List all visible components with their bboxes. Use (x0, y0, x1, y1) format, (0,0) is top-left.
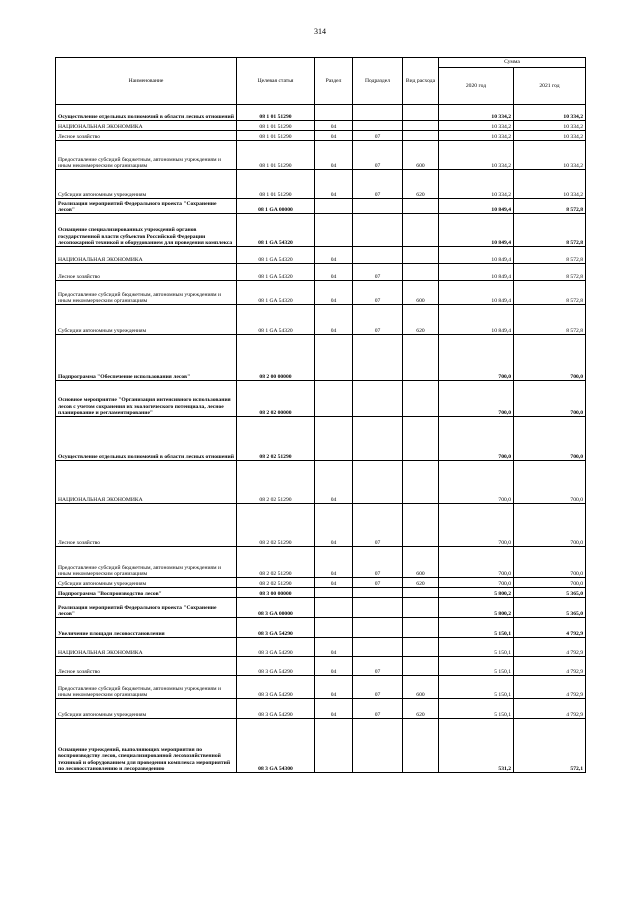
cell-v2021: 700,0 (514, 578, 586, 588)
cell-expense-type (403, 657, 439, 676)
cell-v2020: 10 334,2 (439, 105, 514, 121)
table-row (56, 504, 586, 547)
cell-v2021: 10 334,2 (514, 105, 586, 121)
cell-v2021: 4 792,9 (514, 638, 586, 657)
table-row (56, 547, 586, 578)
table-row (56, 141, 586, 170)
cell-section (315, 214, 353, 247)
cell-name: Увеличение площади лесовосстановления (56, 618, 237, 638)
table-row (56, 131, 586, 141)
table-row (56, 657, 586, 676)
table-row (56, 381, 586, 417)
cell-name: Субсидии автономным учреждениям (56, 578, 237, 588)
cell-section: 04 (315, 699, 353, 719)
cell-name: Лесное хозяйство (56, 264, 237, 281)
table-row (56, 588, 586, 598)
cell-code: 08 1 01 51290 (237, 105, 315, 121)
cell-expense-type: 620 (403, 305, 439, 335)
cell-subsection: 07 (353, 504, 403, 547)
header-expense-type: Вид расхода (403, 58, 439, 105)
table-row (56, 105, 586, 121)
cell-expense-type (403, 381, 439, 417)
table-row (56, 618, 586, 638)
table-row (56, 214, 586, 247)
cell-name: Субсидии автономным учреждениям (56, 305, 237, 335)
cell-expense-type (403, 105, 439, 121)
cell-section (315, 381, 353, 417)
cell-v2021: 700,0 (514, 335, 586, 381)
cell-subsection (353, 105, 403, 121)
cell-name: НАЦИОНАЛЬНАЯ ЭКОНОМИКА (56, 461, 237, 504)
cell-v2020: 700,0 (439, 547, 514, 578)
table-row (56, 264, 586, 281)
cell-v2020: 10 849,4 (439, 281, 514, 305)
cell-v2021: 8 572,8 (514, 305, 586, 335)
cell-expense-type (403, 504, 439, 547)
cell-name: НАЦИОНАЛЬНАЯ ЭКОНОМИКА (56, 121, 237, 131)
cell-code: 08 2 02 51290 (237, 578, 315, 588)
cell-code: 08 3 GA 54290 (237, 638, 315, 657)
cell-code: 08 1 01 51290 (237, 121, 315, 131)
cell-v2020: 10 334,2 (439, 141, 514, 170)
cell-subsection (353, 588, 403, 598)
cell-expense-type (403, 335, 439, 381)
page-number: 314 (314, 27, 326, 36)
cell-v2021: 700,0 (514, 461, 586, 504)
cell-name: Предоставление субсидий бюджетным, автономным учреждениям и иным некоммерческим организациям (56, 547, 237, 578)
cell-section: 04 (315, 657, 353, 676)
table-row (56, 170, 586, 199)
cell-code: 08 1 GA 54320 (237, 281, 315, 305)
table-row (56, 417, 586, 461)
cell-v2021: 700,0 (514, 417, 586, 461)
cell-subsection (353, 461, 403, 504)
cell-code: 08 1 GA 54320 (237, 214, 315, 247)
table-row (56, 676, 586, 699)
cell-v2020: 10 849,4 (439, 264, 514, 281)
cell-section: 04 (315, 504, 353, 547)
cell-section: 04 (315, 676, 353, 699)
cell-code: 08 2 02 51290 (237, 504, 315, 547)
cell-subsection (353, 335, 403, 381)
cell-name: Предоставление субсидий бюджетным, автономным учреждениям и иным некоммерческим организациям (56, 281, 237, 305)
cell-section (315, 618, 353, 638)
header-sum: Сумма (439, 58, 586, 68)
cell-section (315, 417, 353, 461)
cell-code: 08 2 02 51290 (237, 461, 315, 504)
cell-code: 08 1 01 51290 (237, 141, 315, 170)
cell-expense-type (403, 247, 439, 264)
cell-code: 08 2 00 00000 (237, 335, 315, 381)
cell-code: 08 2 02 51290 (237, 417, 315, 461)
cell-v2021: 700,0 (514, 547, 586, 578)
cell-code: 08 3 GA 54290 (237, 618, 315, 638)
cell-v2020: 5 150,1 (439, 657, 514, 676)
cell-subsection: 07 (353, 281, 403, 305)
cell-section: 04 (315, 264, 353, 281)
cell-v2020: 10 849,4 (439, 199, 514, 214)
cell-subsection: 07 (353, 676, 403, 699)
cell-subsection (353, 247, 403, 264)
cell-name: Реализация мероприятий Федерального проекта "Сохранение лесов" (56, 598, 237, 618)
table-row (56, 699, 586, 719)
cell-expense-type (403, 618, 439, 638)
cell-subsection (353, 381, 403, 417)
cell-expense-type: 600 (403, 547, 439, 578)
cell-v2021: 10 334,2 (514, 170, 586, 199)
cell-v2020: 5 150,1 (439, 676, 514, 699)
cell-code: 08 3 GA 54290 (237, 676, 315, 699)
cell-v2020: 5 150,1 (439, 618, 514, 638)
cell-code: 08 1 GA 54320 (237, 264, 315, 281)
cell-expense-type: 620 (403, 699, 439, 719)
table-row (56, 247, 586, 264)
cell-v2021: 8 572,8 (514, 214, 586, 247)
cell-v2020: 10 849,4 (439, 247, 514, 264)
cell-section: 04 (315, 281, 353, 305)
cell-v2020: 10 334,2 (439, 121, 514, 131)
cell-v2021: 10 334,2 (514, 141, 586, 170)
cell-subsection (353, 214, 403, 247)
cell-name: Предоставление субсидий бюджетным, автономным учреждениям и иным некоммерческим организациям (56, 141, 237, 170)
cell-v2021: 8 572,8 (514, 264, 586, 281)
cell-subsection (353, 199, 403, 214)
cell-v2021: 10 334,2 (514, 131, 586, 141)
cell-subsection: 07 (353, 547, 403, 578)
cell-v2021: 5 365,0 (514, 598, 586, 618)
cell-name: Субсидии автономным учреждениям (56, 170, 237, 199)
cell-expense-type (403, 214, 439, 247)
cell-section (315, 719, 353, 773)
cell-code: 08 1 GA 54320 (237, 247, 315, 264)
cell-v2020: 10 334,2 (439, 131, 514, 141)
cell-subsection: 07 (353, 141, 403, 170)
cell-name: Лесное хозяйство (56, 657, 237, 676)
cell-subsection: 07 (353, 131, 403, 141)
cell-v2021: 700,0 (514, 381, 586, 417)
budget-table (55, 57, 586, 773)
cell-subsection: 07 (353, 305, 403, 335)
cell-v2020: 700,0 (439, 381, 514, 417)
cell-v2020: 5 150,1 (439, 638, 514, 657)
cell-subsection (353, 638, 403, 657)
cell-expense-type: 620 (403, 578, 439, 588)
cell-section (315, 335, 353, 381)
cell-expense-type (403, 719, 439, 773)
cell-code: 08 3 00 00000 (237, 588, 315, 598)
cell-v2021: 4 792,9 (514, 676, 586, 699)
cell-subsection (353, 719, 403, 773)
cell-name: Реализация мероприятий Федерального проекта "Сохранение лесов" (56, 199, 237, 214)
cell-expense-type: 600 (403, 281, 439, 305)
cell-v2020: 5 800,2 (439, 598, 514, 618)
table-row (56, 199, 586, 214)
header-section: Раздел (315, 58, 353, 105)
cell-code: 08 2 02 51290 (237, 547, 315, 578)
cell-subsection: 07 (353, 699, 403, 719)
cell-name: Основное мероприятие "Организация интенсивного использования лесов с учетом сохранения их экологического потенциала, лесное планирование и регламентирование" (56, 381, 237, 417)
cell-code: 08 3 GA 54290 (237, 657, 315, 676)
cell-v2021: 4 792,9 (514, 618, 586, 638)
cell-name: Лесное хозяйство (56, 131, 237, 141)
header-name: Наименование (56, 58, 237, 105)
cell-v2021: 572,1 (514, 719, 586, 773)
cell-expense-type (403, 588, 439, 598)
cell-name: Лесное хозяйство (56, 504, 237, 547)
cell-v2020: 10 849,4 (439, 305, 514, 335)
cell-name: Субсидии автономным учреждениям (56, 699, 237, 719)
cell-code: 08 1 GA 00000 (237, 199, 315, 214)
cell-section: 04 (315, 131, 353, 141)
cell-name: Осуществление отдельных полномочий в области лесных отношений (56, 105, 237, 121)
cell-code: 08 2 02 00000 (237, 381, 315, 417)
header-year-2021: 2021 год (514, 68, 586, 105)
cell-section (315, 588, 353, 598)
cell-name: НАЦИОНАЛЬНАЯ ЭКОНОМИКА (56, 247, 237, 264)
cell-v2021: 4 792,9 (514, 657, 586, 676)
cell-section: 04 (315, 638, 353, 657)
cell-expense-type: 600 (403, 676, 439, 699)
cell-expense-type (403, 638, 439, 657)
cell-expense-type (403, 199, 439, 214)
cell-name: Предоставление субсидий бюджетным, автономным учреждениям и иным некоммерческим организациям (56, 676, 237, 699)
cell-expense-type (403, 417, 439, 461)
cell-subsection: 07 (353, 578, 403, 588)
cell-v2020: 5 800,2 (439, 588, 514, 598)
cell-name: Осуществление отдельных полномочий в области лесных отношений (56, 417, 237, 461)
cell-v2020: 700,0 (439, 335, 514, 381)
cell-v2021: 4 792,9 (514, 699, 586, 719)
table-row (56, 719, 586, 773)
cell-expense-type (403, 264, 439, 281)
cell-section (315, 105, 353, 121)
table-row (56, 305, 586, 335)
cell-name: Оснащение специализированных учреждений органов государственной власти субъектов Российской Федерации лесопожарной техникой и оборудованием для проведения комплекса (56, 214, 237, 247)
cell-v2021: 8 572,8 (514, 199, 586, 214)
cell-section: 04 (315, 247, 353, 264)
cell-code: 08 3 GA 54300 (237, 719, 315, 773)
cell-v2020: 531,2 (439, 719, 514, 773)
cell-v2020: 700,0 (439, 461, 514, 504)
cell-section: 04 (315, 547, 353, 578)
cell-v2020: 700,0 (439, 417, 514, 461)
cell-section: 04 (315, 461, 353, 504)
cell-v2020: 700,0 (439, 578, 514, 588)
cell-v2020: 5 150,1 (439, 699, 514, 719)
cell-expense-type (403, 121, 439, 131)
header-year-2020: 2020 год (439, 68, 514, 105)
cell-expense-type (403, 461, 439, 504)
cell-section (315, 199, 353, 214)
cell-v2020: 10 849,4 (439, 214, 514, 247)
table-row (56, 461, 586, 504)
cell-section (315, 598, 353, 618)
table-row (56, 335, 586, 381)
cell-subsection (353, 618, 403, 638)
cell-v2021: 8 572,8 (514, 281, 586, 305)
cell-name: Подпрограмма "Воспроизводство лесов" (56, 588, 237, 598)
cell-subsection: 07 (353, 170, 403, 199)
cell-expense-type: 600 (403, 141, 439, 170)
cell-v2021: 5 365,0 (514, 588, 586, 598)
cell-subsection (353, 598, 403, 618)
cell-expense-type (403, 131, 439, 141)
table-row (56, 281, 586, 305)
header-subsection: Подраздел (353, 58, 403, 105)
cell-code: 08 3 GA 00000 (237, 598, 315, 618)
cell-expense-type: 620 (403, 170, 439, 199)
cell-expense-type (403, 598, 439, 618)
cell-section: 04 (315, 141, 353, 170)
cell-subsection (353, 121, 403, 131)
table-row (56, 121, 586, 131)
cell-v2021: 700,0 (514, 504, 586, 547)
cell-section: 04 (315, 170, 353, 199)
cell-v2021: 8 572,8 (514, 247, 586, 264)
header-code: Целевая статья (237, 58, 315, 105)
cell-subsection: 07 (353, 657, 403, 676)
table-body (56, 105, 586, 773)
cell-v2020: 700,0 (439, 504, 514, 547)
cell-subsection (353, 417, 403, 461)
cell-section: 04 (315, 305, 353, 335)
cell-code: 08 1 01 51290 (237, 131, 315, 141)
table-row (56, 598, 586, 618)
cell-name: Подпрограмма "Обеспечение использования лесов" (56, 335, 237, 381)
cell-section: 04 (315, 121, 353, 131)
cell-name: Оснащение учреждений, выполняющих мероприятия по воспроизводству лесов, специализированной лесохозяйственной техникой и оборудованием для проведения комплекса мероприятий по лесовосстановлению и лесоразведению (56, 719, 237, 773)
cell-v2021: 10 334,2 (514, 121, 586, 131)
cell-code: 08 1 GA 54320 (237, 305, 315, 335)
cell-subsection: 07 (353, 264, 403, 281)
cell-code: 08 1 01 51290 (237, 170, 315, 199)
table-row (56, 578, 586, 588)
table-row (56, 638, 586, 657)
cell-name: НАЦИОНАЛЬНАЯ ЭКОНОМИКА (56, 638, 237, 657)
cell-section: 04 (315, 578, 353, 588)
cell-code: 08 3 GA 54290 (237, 699, 315, 719)
cell-v2020: 10 334,2 (439, 170, 514, 199)
